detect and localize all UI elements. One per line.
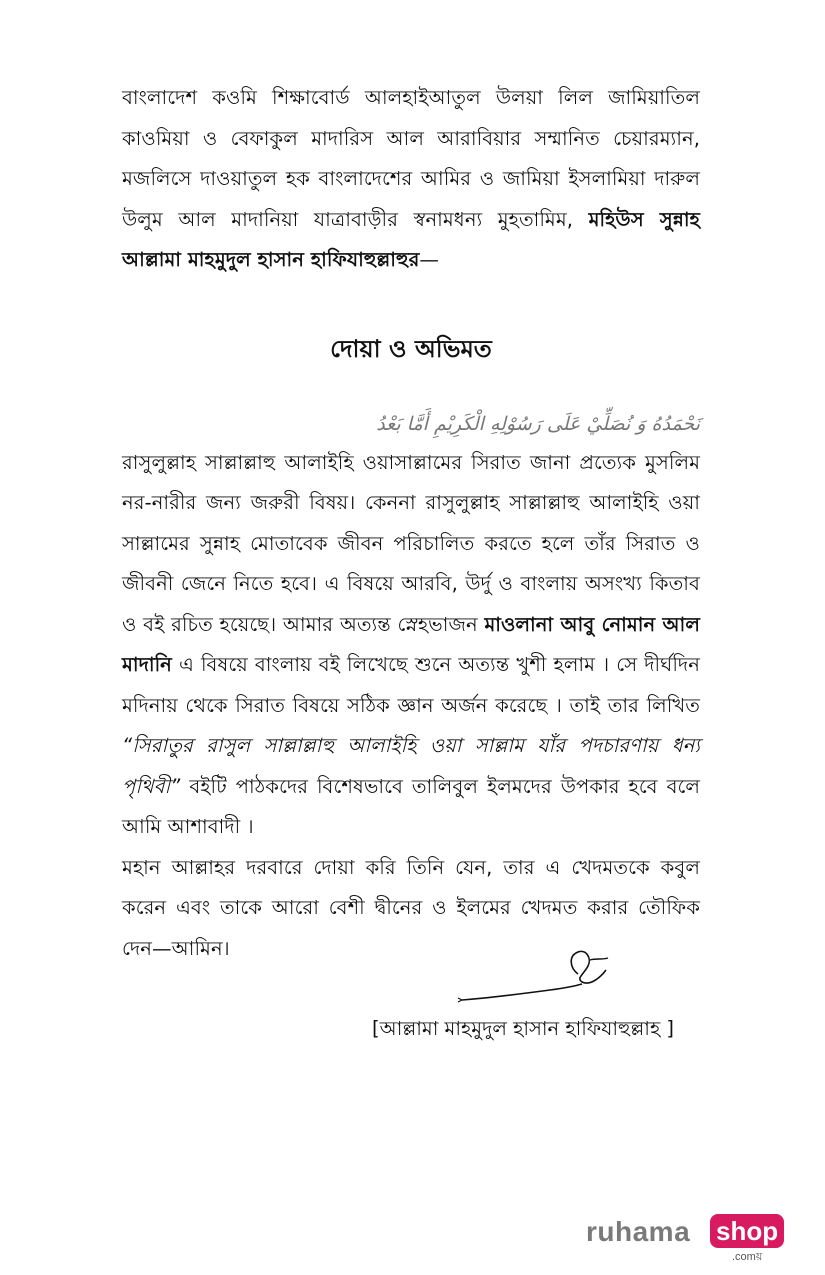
logo-text-ruhama: ruhama xyxy=(586,1216,691,1247)
body-block xyxy=(122,443,700,970)
body-text-3: বইটি পাঠকদের বিশেষভাবে তালিবুল ইলমদের উপকার হবে বলে আমি আশাবাদী । xyxy=(122,774,700,838)
arabic-opening: نَحْمَدُهُ وَ نُصَلِّيْ عَلَى رَسُوْلِهِ الْكَرِيْمِ أَمَّا بَعْدُ xyxy=(376,412,700,435)
intro-paragraph xyxy=(122,78,700,281)
honoree-name: মহিউস সুন্নাহ আল্লামা মাহমুদুল হাসান হাফিযাহুল্লাহুর xyxy=(122,207,700,271)
body-text-1: রাসুলুল্লাহ সাল্লাল্লাহু আলাইহি ওয়াসাল্লামের সিরাত জানা প্রত্যেক মুসলিম নর-নারীর জন্য জরুরী বিষয়। কেননা রাসুলুল্লাহ সাল্লাল্লাহু আলাইহি ওয়া সাল্লামের সুন্নাহ মোতাবেক জীবন পরিচালিত করতে হলে তাঁর সিরাত ও জীবনী জেনে নিতে হবে। এ বিষয়ে আরবি, উর্দু ও বাংলায় অসংখ্য কিতাব ও বই রচিত হয়েছে। আমার অত্যন্ত স্নেহভাজন xyxy=(122,450,700,636)
body-paragraph-1 xyxy=(122,443,700,848)
handwritten-signature-icon xyxy=(450,948,610,1008)
body-text-2: এ বিষয়ে বাংলায় বই লিখেছে শুনে অত্যন্ত খুশী হলাম । সে দীর্ঘদিন মদিনায় থেকে সিরাত বিষয়ে সঠিক জ্ঞান অর্জন করেছে । তাই তার লিখিত xyxy=(122,653,700,717)
logo-text-shop: shop xyxy=(710,1214,784,1248)
intro-dash: — xyxy=(419,248,440,271)
intro-text: বাংলাদেশ কওমি শিক্ষাবোর্ড আলহাইআতুল উলয়া লিল জামিয়াতিল কাওমিয়া ও বেফাকুল মাদারিস আল আরাবিয়ার সম্মানিত চেয়ারম্যান, মজলিসে দাওয়াতুল হক বাংলাদেশের আমির ও জামিয়া ইসলামিয়া দারুল উলুম আল মাদানিয়া যাত্রাবাড়ীর স্বনামধন্য মুহতামিম, xyxy=(122,86,700,231)
body-paragraph-2: মহান আল্লাহর দরবারে দোয়া করি তিনি যেন, তার এ খেদমতকে কবুল করেন এবং তাকে আরো বেশী দ্বীনের ও ইলমের খেদমত করার তৌফিক দেন—আমিন। xyxy=(122,855,700,960)
book-title: “সিরাতুর রাসুল সাল্লাল্লাহু আলাইহি ওয়া সাল্লাম যাঁর পদচারণায় ধন্য পৃথিবী” xyxy=(122,734,700,798)
ruhamashop-logo xyxy=(586,1214,779,1264)
logo-text-suffix: .comয় xyxy=(732,1251,763,1263)
page-content xyxy=(122,78,700,969)
author-name: মাওলানা আবু নোমান আল মাদানি xyxy=(122,612,700,676)
signatory-name: [আল্লামা মাহমুদুল হাসান হাফিযাহুল্লাহ ] xyxy=(372,1017,675,1040)
section-heading: দোয়া ও অভিমত xyxy=(330,334,492,363)
